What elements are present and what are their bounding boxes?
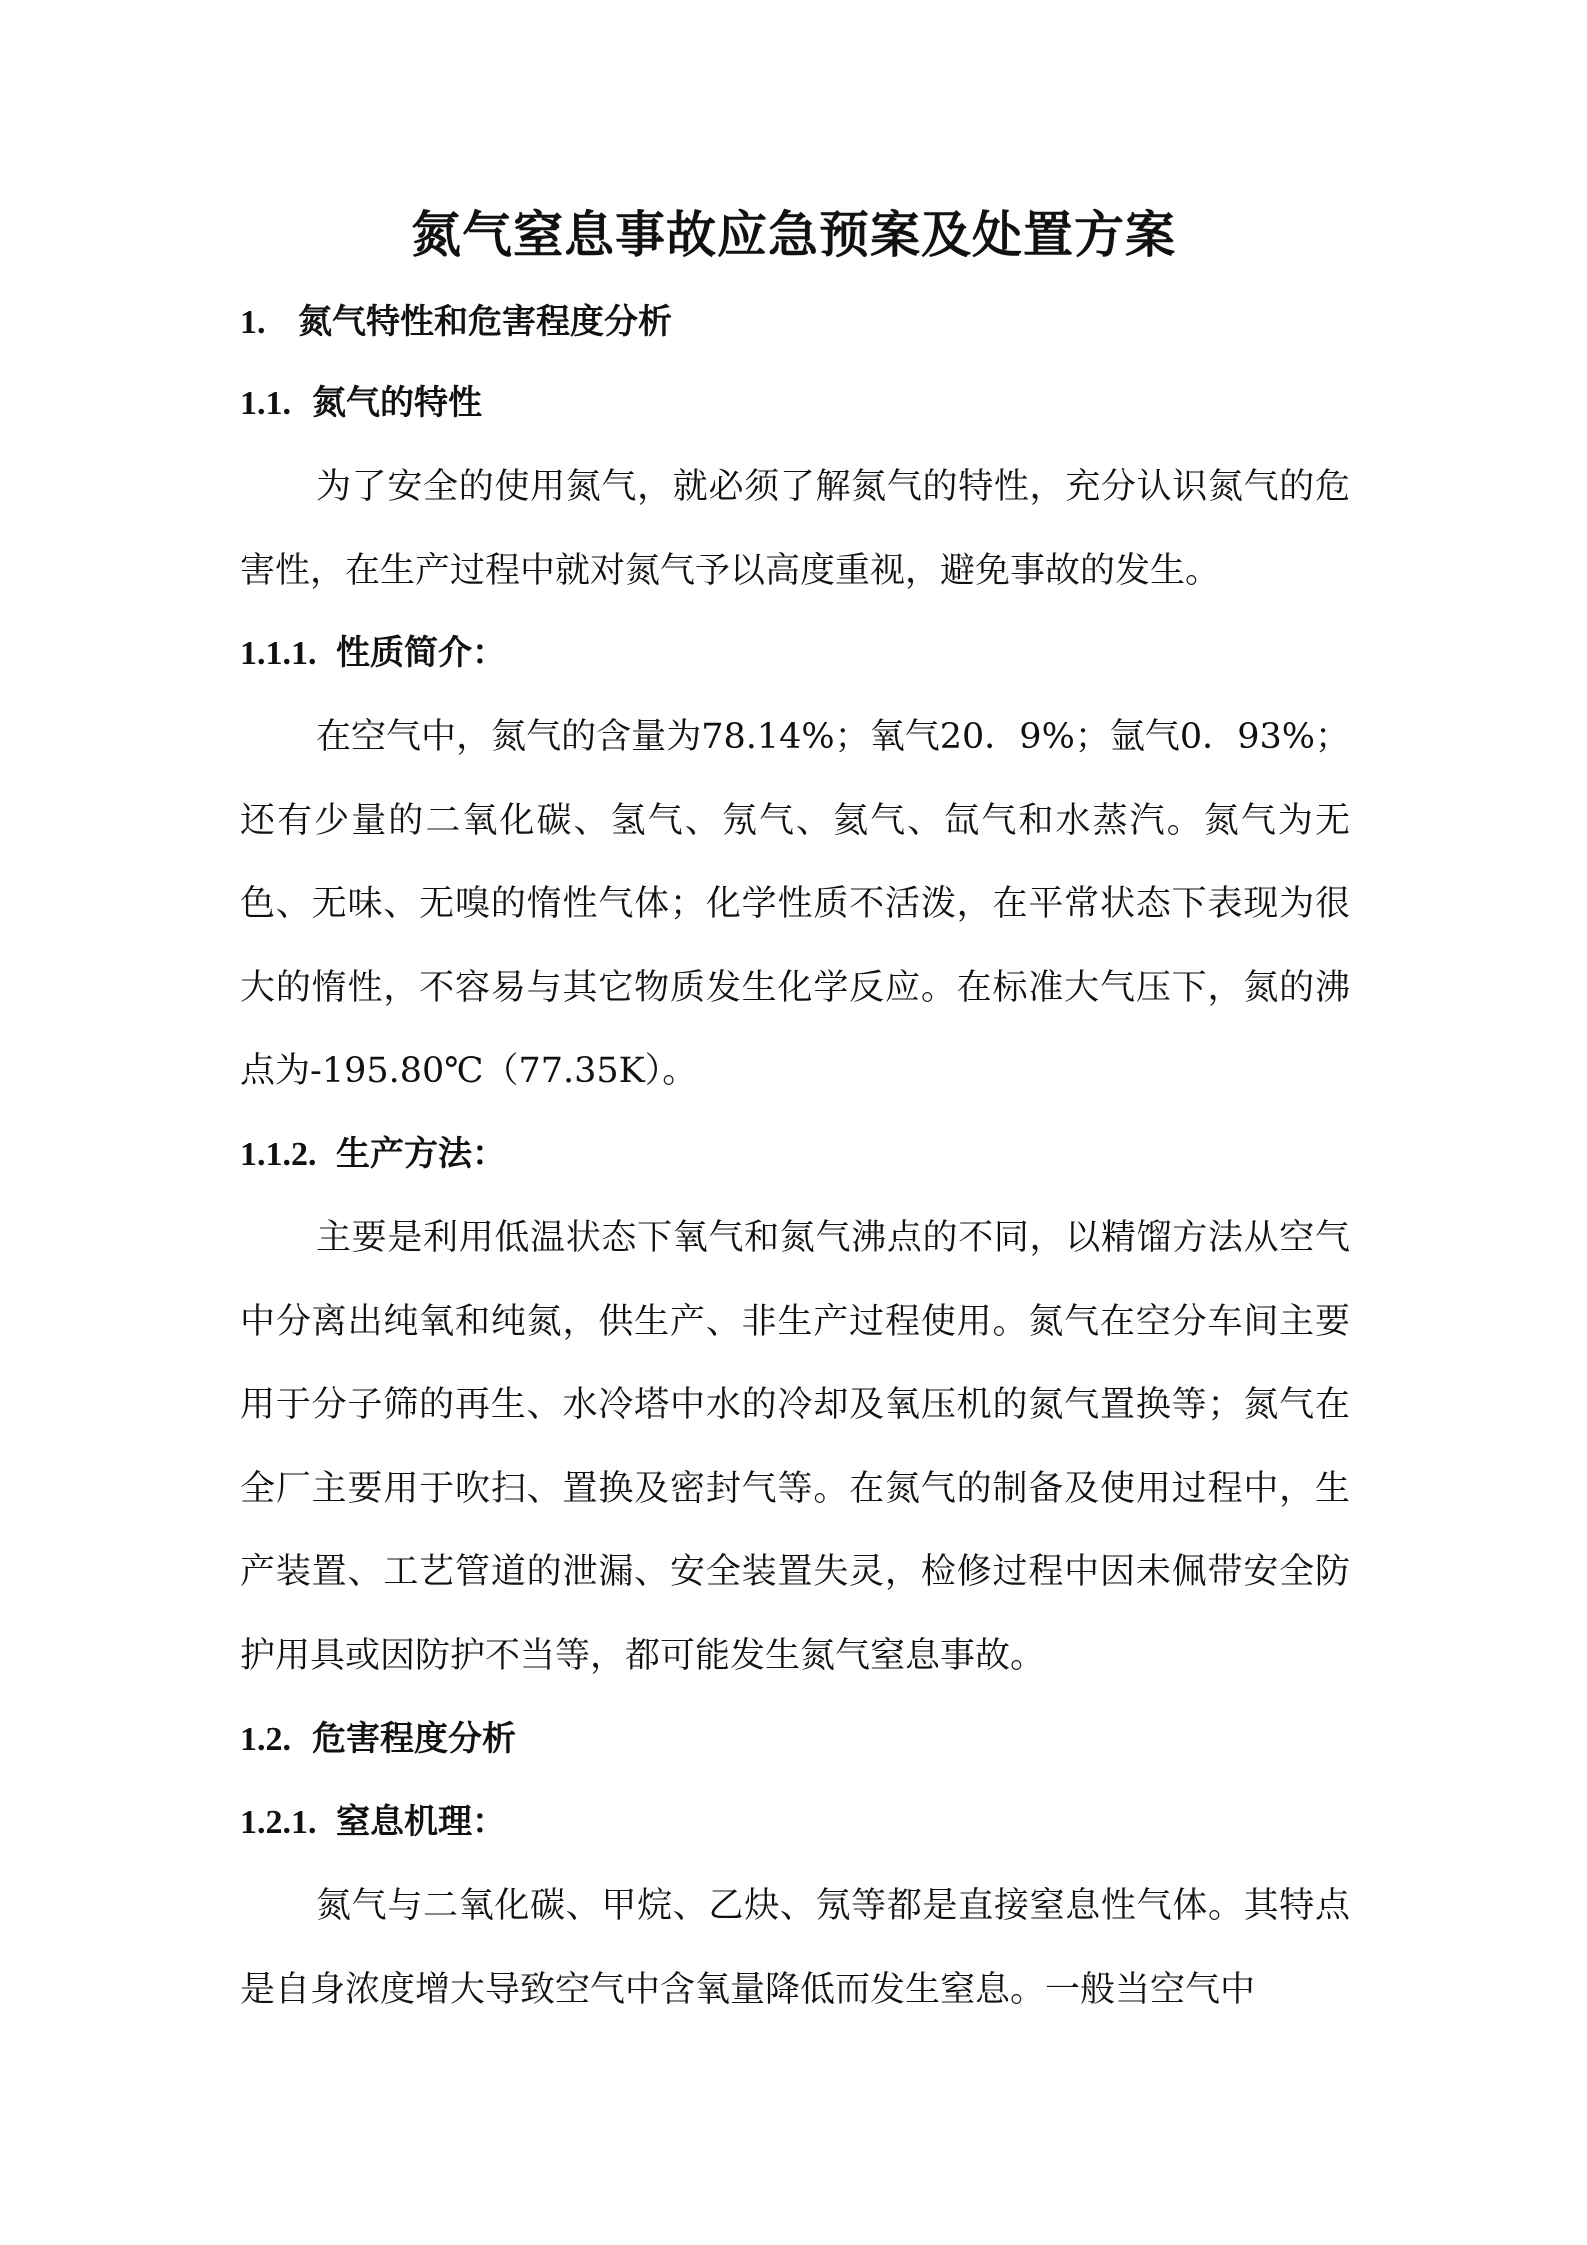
section-heading-1 bbox=[240, 297, 672, 348]
section-heading-1-2-1 bbox=[240, 1797, 506, 1848]
section-title: 氮气的特性 bbox=[312, 383, 482, 423]
section-title: 窒息机理： bbox=[336, 1802, 506, 1842]
document-title: 氮气窒息事故应急预案及处置方案 bbox=[411, 205, 1176, 264]
section-number: 1.1.1. bbox=[240, 635, 317, 672]
paragraph-intro: 为了安全的使用氮气，就必须了解氮气的特性，充分认识氮气的危害性，在生产过程中就对氮气予以高度重视，避免事故的发生。 bbox=[240, 467, 1350, 591]
section-heading-1-1-2 bbox=[240, 1129, 506, 1180]
section-heading-1-2 bbox=[240, 1714, 516, 1765]
section-heading-1-1 bbox=[240, 378, 482, 429]
section-title: 生产方法： bbox=[336, 1134, 506, 1174]
section-title: 氮气特性和危害程度分析 bbox=[298, 302, 672, 342]
paragraph-properties: 在空气中，氮气的含量为78.14%；氧气20．9%；氩气0．93%；还有少量的二氧化碳、氢气、氖气、氦气、氙气和水蒸汽。氮气为无色、无味、无嗅的惰性气体；化学性质不活泼，在平常状态下表现为很大的惰性，不容易与其它物质发生化学反应。在标准大气压下，氮的沸点为-195.80℃（77.35K）。 bbox=[240, 717, 1350, 1091]
section-number: 1.2. bbox=[240, 1721, 291, 1758]
section-number: 1.2.1. bbox=[240, 1804, 317, 1841]
section-title: 危害程度分析 bbox=[312, 1719, 516, 1759]
section-title: 性质简介： bbox=[336, 633, 506, 673]
section-heading-1-1-1 bbox=[240, 628, 506, 679]
paragraph-production: 主要是利用低温状态下氧气和氮气沸点的不同，以精馏方法从空气中分离出纯氧和纯氮，供生产、非生产过程使用。氮气在空分车间主要用于分子筛的再生、水冷塔中水的冷却及氧压机的氮气置换等；氮气在全厂主要用于吹扫、置换及密封气等。在氮气的制备及使用过程中，生产装置、工艺管道的泄漏、安全装置失灵，检修过程中因未佩带安全防护用具或因防护不当等，都可能发生氮气窒息事故。 bbox=[240, 1218, 1350, 1676]
paragraph-mechanism: 氮气与二氧化碳、甲烷、乙炔、氖等都是直接窒息性气体。其特点是自身浓度增大导致空气中含氧量降低而发生窒息。一般当空气中 bbox=[240, 1886, 1350, 2010]
section-number: 1.1. bbox=[240, 385, 291, 422]
section-number: 1.1.2. bbox=[240, 1136, 317, 1173]
section-number: 1. bbox=[240, 304, 266, 341]
